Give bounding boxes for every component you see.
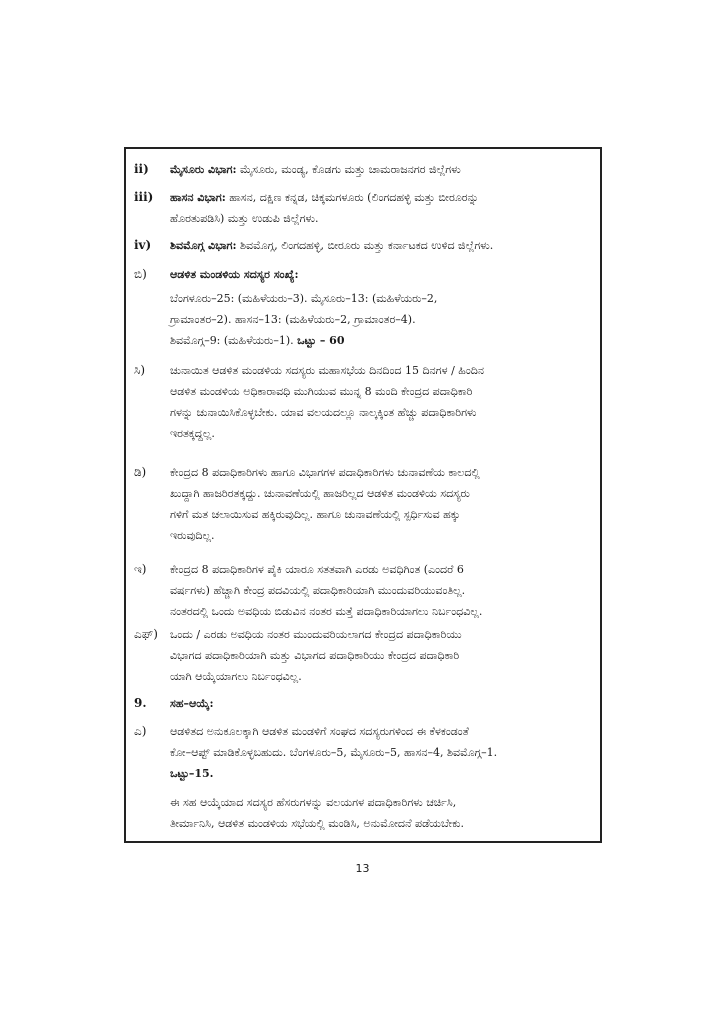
- item-text: ಮೈಸೂರು ವಿಭಾಗ: ಮೈಸೂರು, ಮಂಡ್ಯ, ಕೊಡಗು ಮತ್ತು ಚಾಮರಾಜನಗರ ಜಿಲ್ಲೆಗಳು: [170, 163, 461, 176]
- item-text: ಆಡಳಿತದ ಅನುಕೂಲಕ್ಕಾಗಿ ಆಡಳಿತ ಮಂಡಳಿಗೆ ಸಂಘದ ಸದಸ್ಯರುಗಳಿಂದ ಈ ಕೆಳಕಂಡಂತೆ ಕೋ–ಆಪ್ಟ್ ಮಾಡಿಕೊಳ್ಳಬಹುದು. ಬೆಂಗಳೂರು–5, ಮೈಸೂರು–5, ಹಾಸನ–4, ಶಿವಮೊಗ್ಗ–1. ಒಟ್ಟು–15.: [170, 725, 498, 780]
- item-text: ಚುನಾಯಿತ ಆಡಳಿತ ಮಂಡಳಿಯ ಸದಸ್ಯರು ಮಹಾಸಭೆಯ ದಿನದಿಂದ 15 ದಿನಗಳ / ಹಿಂದಿನ ಆಡಳಿತ ಮಂಡಳಿಯ ಅಧಿಕಾರಾವಧಿ ಮುಗಿಯುವ ಮುನ್ನ 8 ಮಂದಿ ಕೇಂದ್ರದ ಪದಾಧಿಕಾರಿ ಗಳನ್ನು ಚುನಾಯಿಸಿಕೊಳ್ಳಬೇಕು. ಯಾವ ವಲಯದಲ್ಲೂ ನಾಲ್ಕಕ್ಕಿಂತ ಹೆಚ್ಚು ಪದಾಧಿಕಾರಿಗಳು ಇರತಕ್ಕದ್ದಲ್ಲ.: [170, 364, 484, 440]
- item-d: [134, 462, 596, 546]
- item-b: [134, 264, 596, 351]
- item-label: ii): [134, 162, 149, 176]
- item-heading: ಹಾಸನ ವಿಭಾಗ:: [170, 191, 226, 204]
- item-text: [170, 264, 596, 285]
- section-9: [134, 693, 596, 714]
- total-bold: ಒಟ್ಟು–15.: [170, 767, 214, 780]
- item-label: ಬಿ): [134, 267, 147, 281]
- item-heading: ಶಿವಮೊಗ್ಗ ವಿಭಾಗ:: [170, 239, 237, 252]
- item-label: ಎ): [134, 724, 147, 738]
- item-label: ಎಫ್): [134, 627, 158, 641]
- item-text: ಕೇಂದ್ರದ 8 ಪದಾಧಿಕಾರಿಗಳ ಪೈಕಿ ಯಾರೂ ಸತತವಾಗಿ ಎರಡು ಅವಧಿಗಿಂತ (ಎಂದರೆ 6 ವರ್ಷಗಳು) ಹೆಚ್ಚಾಗಿ ಕೇಂದ್ರ ಪದವಿಯಲ್ಲಿ ಪದಾಧಿಕಾರಿಯಾಗಿ ಮುಂದುವರಿಯುವಂತಿಲ್ಲ. ನಂತರದಲ್ಲಿ ಒಂದು ಅವಧಿಯ ಬಿಡುವಿನ ನಂತರ ಮತ್ತೆ ಪದಾಧಿಕಾರಿಯಾಗಲು ನಿರ್ಬಂಧವಿಲ್ಲ.: [170, 563, 483, 618]
- item-text: ಕೇಂದ್ರದ 8 ಪದಾಧಿಕಾರಿಗಳು ಹಾಗೂ ವಿಭಾಗಗಳ ಪದಾಧಿಕಾರಿಗಳು ಚುನಾವಣೆಯ ಕಾಲದಲ್ಲಿ ಖುದ್ದಾಗಿ ಹಾಜರಿರತಕ್ಕದ್ದು. ಚುನಾವಣೆಯಲ್ಲಿ ಹಾಜರಿಲ್ಲದ ಆಡಳಿತ ಮಂಡಳಿಯ ಸದಸ್ಯರು ಗಳಿಗೆ ಮತ ಚಲಾಯಿಸುವ ಹಕ್ಕಿರುವುದಿಲ್ಲ. ಹಾಗೂ ಚುನಾವಣೆಯಲ್ಲಿ ಸ್ಪರ್ಧಿಸುವ ಹಕ್ಕು ಇರುವುದಿಲ್ಲ.: [170, 466, 480, 542]
- item-c: [134, 360, 596, 444]
- item-heading: ಆಡಳಿತ ಮಂಡಳಿಯ ಸದಸ್ಯರ ಸಂಖ್ಯೆ:: [170, 268, 299, 281]
- item-heading: ಮೈಸೂರು ವಿಭಾಗ:: [170, 163, 237, 176]
- item-label: iii): [134, 190, 154, 204]
- item-iv: [134, 235, 596, 256]
- item-text: ಶಿವಮೊಗ್ಗ ವಿಭಾಗ: ಶಿವಮೊಗ್ಗ, ಲಿಂಗದಹಳ್ಳಿ, ಬೀರೂರು ಮತ್ತು ಕರ್ನಾಟಕದ ಉಳಿದ ಜಿಲ್ಲೆಗಳು.: [170, 239, 494, 252]
- page-number: 13: [355, 862, 370, 875]
- item-label: iv): [134, 238, 152, 252]
- item-a: [134, 721, 596, 834]
- co-opt-note: ಈ ಸಹ ಆಯ್ಕೆಯಾದ ಸದಸ್ಯರ ಹೆಸರುಗಳನ್ನು ವಲಯಗಳ ಪದಾಧಿಕಾರಿಗಳು ಚರ್ಚಿಸಿ, ತೀರ್ಮಾನಿಸಿ, ಆಡಳಿತ ಮಂಡಳಿಯ ಸಭೆಯಲ್ಲಿ ಮಂಡಿಸಿ, ಅನುಮೋದನೆ ಪಡೆಯಬೇಕು.: [170, 796, 465, 830]
- item-label: ಇ): [134, 562, 147, 576]
- item-e: [134, 559, 596, 622]
- section-number: 9.: [134, 696, 147, 710]
- section-heading: ಸಹ–ಆಯ್ಕೆ:: [170, 697, 214, 710]
- item-label: ಸಿ): [134, 363, 146, 377]
- item-text: ಒಂದು / ಎರಡು ಅವಧಿಯ ನಂತರ ಮುಂದುವರಿಯಲಾಗದ ಕೇಂದ್ರದ ಪದಾಧಿಕಾರಿಯು ವಿಭಾಗದ ಪದಾಧಿಕಾರಿಯಾಗಿ ಮತ್ತು ವಿಭಾಗದ ಪದಾಧಿಕಾರಿಯು ಕೇಂದ್ರದ ಪದಾಧಿಕಾರಿ ಯಾಗಿ ಆಯ್ಕೆಯಾಗಲು ನಿರ್ಬಂಧವಿಲ್ಲ.: [170, 628, 462, 683]
- item-ii: [134, 159, 596, 180]
- item-text: ಹಾಸನ ವಿಭಾಗ: ಹಾಸನ, ದಕ್ಷಿಣ ಕನ್ನಡ, ಚಿಕ್ಕಮಗಳೂರು (ಲಿಂಗದಹಳ್ಳಿ ಮತ್ತು ಬೀರೂರನ್ನು ಹೊರತುಪಡಿಸಿ) ಮತ್ತು ಉಡುಪಿ ಜಿಲ್ಲೆಗಳು.: [170, 191, 479, 225]
- total-bold: ಒಟ್ಟು – 60: [297, 334, 345, 347]
- member-count-text: ಬೆಂಗಳೂರು–25: (ಮಹಿಳೆಯರು–3). ಮೈಸೂರು–13: (ಮಹಿಳೆಯರು–2, ಗ್ರಾಮಾಂತರ–2). ಹಾಸನ–13: (ಮಹಿಳೆಯರು–2, ಗ್ರಾಮಾಂತರ–4). ಶಿವಮೊಗ್ಗ–9: (ಮಹಿಳೆಯರು–1). ಒಟ್ಟು – 60: [170, 292, 438, 347]
- item-f: [134, 624, 596, 687]
- item-iii: [134, 187, 596, 229]
- item-label: ಡಿ): [134, 465, 147, 479]
- bordered-text-frame: [124, 147, 602, 843]
